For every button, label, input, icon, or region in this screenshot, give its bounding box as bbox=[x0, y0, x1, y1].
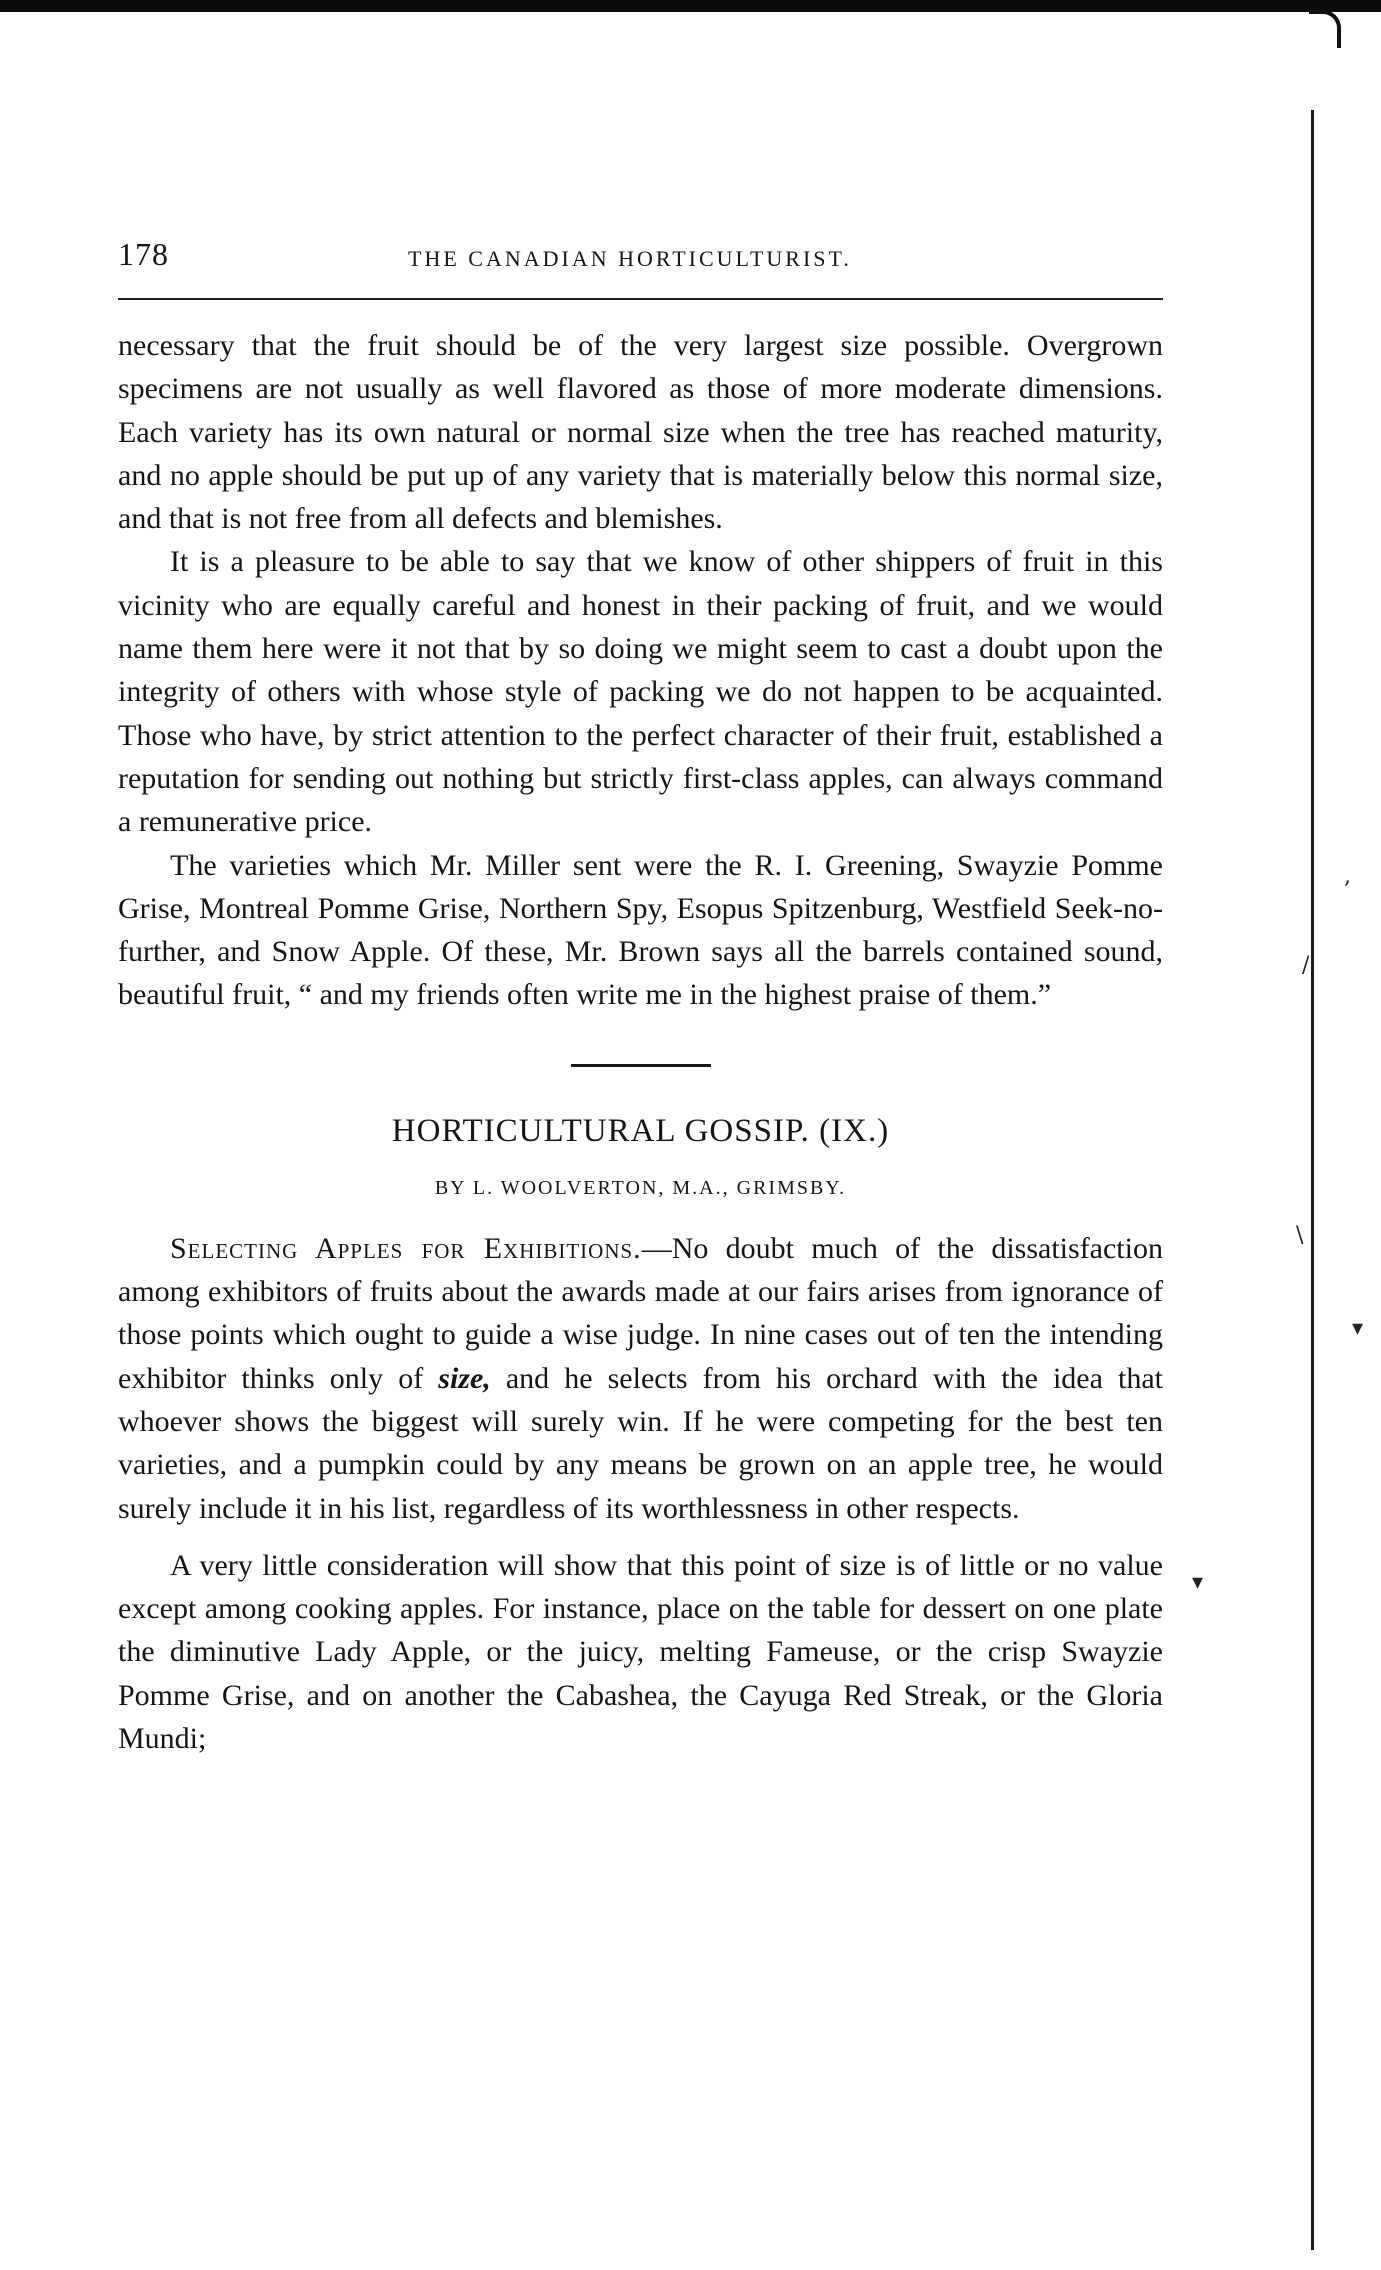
header-rule bbox=[118, 298, 1163, 300]
gutter-speck: ▾ bbox=[1352, 1316, 1364, 1341]
run-in-heading: Selecting Apples for Exhibitions. bbox=[170, 1231, 642, 1265]
page bbox=[118, 236, 1163, 1760]
gutter-speck: / bbox=[1302, 953, 1310, 978]
paragraph-text: —No doubt much of the dissatisfaction among exhibitors of fruits about the awards made at our fairs arises from ignorance of those points which ought to guide a wise judge. In nine cases out of ten the intending exhibitor thinks only of bbox=[118, 1231, 1163, 1395]
paragraph: A very little consideration will show that this point of size is of little or no value except among cooking apples. For instance, place on the table for dessert on one plate the diminutive Lady Apple, or the juicy, melting Fameuse, or the crisp Swayzie Pomme Grise, and on another the Cabashea, the Cayuga Red Streak, or the Gloria Mundi; bbox=[118, 1548, 1163, 1756]
scan-top-edge bbox=[0, 0, 1381, 12]
gutter-speck: , bbox=[1344, 864, 1351, 889]
gutter-speck: \ bbox=[1296, 1223, 1304, 1248]
section-divider bbox=[571, 1064, 711, 1067]
page-number: 178 bbox=[118, 236, 169, 272]
paragraph: It is a pleasure to be able to say that we know of other shippers of fruit in this vicinity who are equally careful and honest in their packing of fruit, and we would name them here were it not that by so doing we might seem to cast a doubt upon the integrity of others with whose style of packing we do not happen to be acquainted. Those who have, by strict attention to the perfect character of their fruit, established a reputation for sending out nothing but strictly first-class apples, can always command a remunerative price. bbox=[118, 545, 1163, 839]
byline: BY L. WOOLVERTON, M.A., GRIMSBY. bbox=[434, 1176, 847, 1199]
section-body bbox=[118, 1227, 1163, 1761]
binding-shadow-line bbox=[1311, 110, 1314, 2250]
paragraph: The varieties which Mr. Miller sent were the R. I. Greening, Swayzie Pomme Grise, Montreal Pomme Grise, Northern Spy, Esopus Spitzenburg, Westfield Seek-no-further, and Snow Apple. Of these, Mr. Brown says all the barrels contained sound, beautiful fruit, “ and my friends often write me in the highest praise of them.” bbox=[118, 848, 1163, 1012]
article-continuation bbox=[118, 324, 1163, 1017]
running-head bbox=[118, 236, 1163, 284]
section-title: HORTICULTURAL GOSSIP. (IX.) bbox=[391, 1112, 890, 1149]
paragraph bbox=[118, 1227, 1163, 1530]
gutter-speck: ▾ bbox=[1192, 1570, 1204, 1595]
emphasis: size, bbox=[438, 1361, 491, 1395]
paragraph: necessary that the fruit should be of the very largest size possible. Overgrown specimens are not usually as well flavored as those of more moderate dimensions. Each variety has its own natural or normal size when the tree has reached maturity, and no apple should be put up of any variety that is materially below this normal size, and that is not free from all defects and blemishes. bbox=[118, 329, 1163, 536]
journal-title: THE CANADIAN HORTICULTURIST. bbox=[408, 246, 852, 271]
paragraph-text: and he selects from his orchard with the idea that whoever shows the biggest will surely win. If he were competing for the best ten varieties, and a pumpkin could by any means be grown on an apple tree, he would surely include it in his list, regardless of its worthlessness in other respects. bbox=[118, 1361, 1163, 1525]
scan-corner-mark bbox=[1309, 10, 1341, 48]
